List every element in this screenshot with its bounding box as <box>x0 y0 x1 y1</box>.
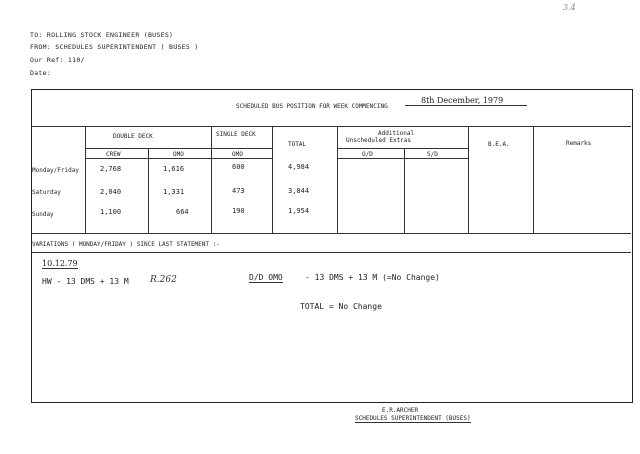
col-bea: B.E.A. <box>488 141 510 148</box>
subcol-od: O/D <box>362 151 373 158</box>
cell-total: 1,954 <box>288 207 310 215</box>
variations-heading: VARIATIONS ( MONDAY/FRIDAY ) SINCE LAST STATEMENT :- <box>32 241 220 248</box>
cell-single: 600 <box>232 163 245 171</box>
dd-omo-label: D/D OMO <box>249 273 283 282</box>
col-remarks: Remarks <box>566 140 592 147</box>
col-double-deck: DOUBLE DECK <box>113 133 153 140</box>
cell-omo: 664 <box>176 208 189 216</box>
cell-crew: 2,040 <box>100 188 122 196</box>
cell-crew: 1,100 <box>100 208 122 216</box>
subcol-single-omo: OMO <box>232 151 243 158</box>
memo-ref: Our Ref: 110/ <box>30 56 85 64</box>
row-day: Monday/Friday <box>32 167 79 174</box>
signatory-name: E.R.ARCHER <box>382 407 419 414</box>
cell-omo: 1,616 <box>163 165 185 173</box>
col-total: TOTAL <box>288 141 307 148</box>
cell-single: 190 <box>232 207 245 215</box>
subcol-sd: S/D <box>427 151 438 158</box>
cell-total: 4,984 <box>288 163 310 171</box>
subcol-omo: OMO <box>173 151 184 158</box>
hw-handwritten-note: R.262 <box>150 275 177 285</box>
subcol-crew: CREW <box>106 151 121 158</box>
cell-single: 473 <box>232 187 245 195</box>
variation-date: 10.12.79 <box>42 259 78 268</box>
hw-variation: HW - 13 DMS + 13 M <box>42 277 129 286</box>
memo-to: TO: ROLLING STOCK ENGINEER (BUSES) <box>30 31 174 39</box>
week-commencing-date: 8th December, 1979 <box>405 96 527 106</box>
cell-omo: 1,331 <box>163 188 185 196</box>
memo-date: Date: <box>30 69 52 77</box>
variation-total: TOTAL = No Change <box>300 302 382 311</box>
title-label: SCHEDULED BUS POSITION FOR WEEK COMMENCING <box>236 103 388 110</box>
corner-mark: 3.4 <box>563 3 576 12</box>
cell-total: 3,844 <box>288 187 310 195</box>
cell-crew: 2,768 <box>100 165 122 173</box>
memo-from: FROM: SCHEDULES SUPERINTENDENT ( BUSES ) <box>30 43 199 51</box>
signatory-title: SCHEDULES SUPERINTENDENT (BUSES) <box>355 415 471 422</box>
dd-omo-variation: - 13 DMS + 13 M (=No Change) <box>305 273 440 282</box>
col-single-deck: SINGLE DECK <box>216 131 256 138</box>
col-unscheduled-extras: Unscheduled Extras <box>346 137 412 144</box>
row-day: Sunday <box>32 211 54 218</box>
row-day: Saturday <box>32 189 61 196</box>
col-additional: Additional <box>378 130 415 137</box>
